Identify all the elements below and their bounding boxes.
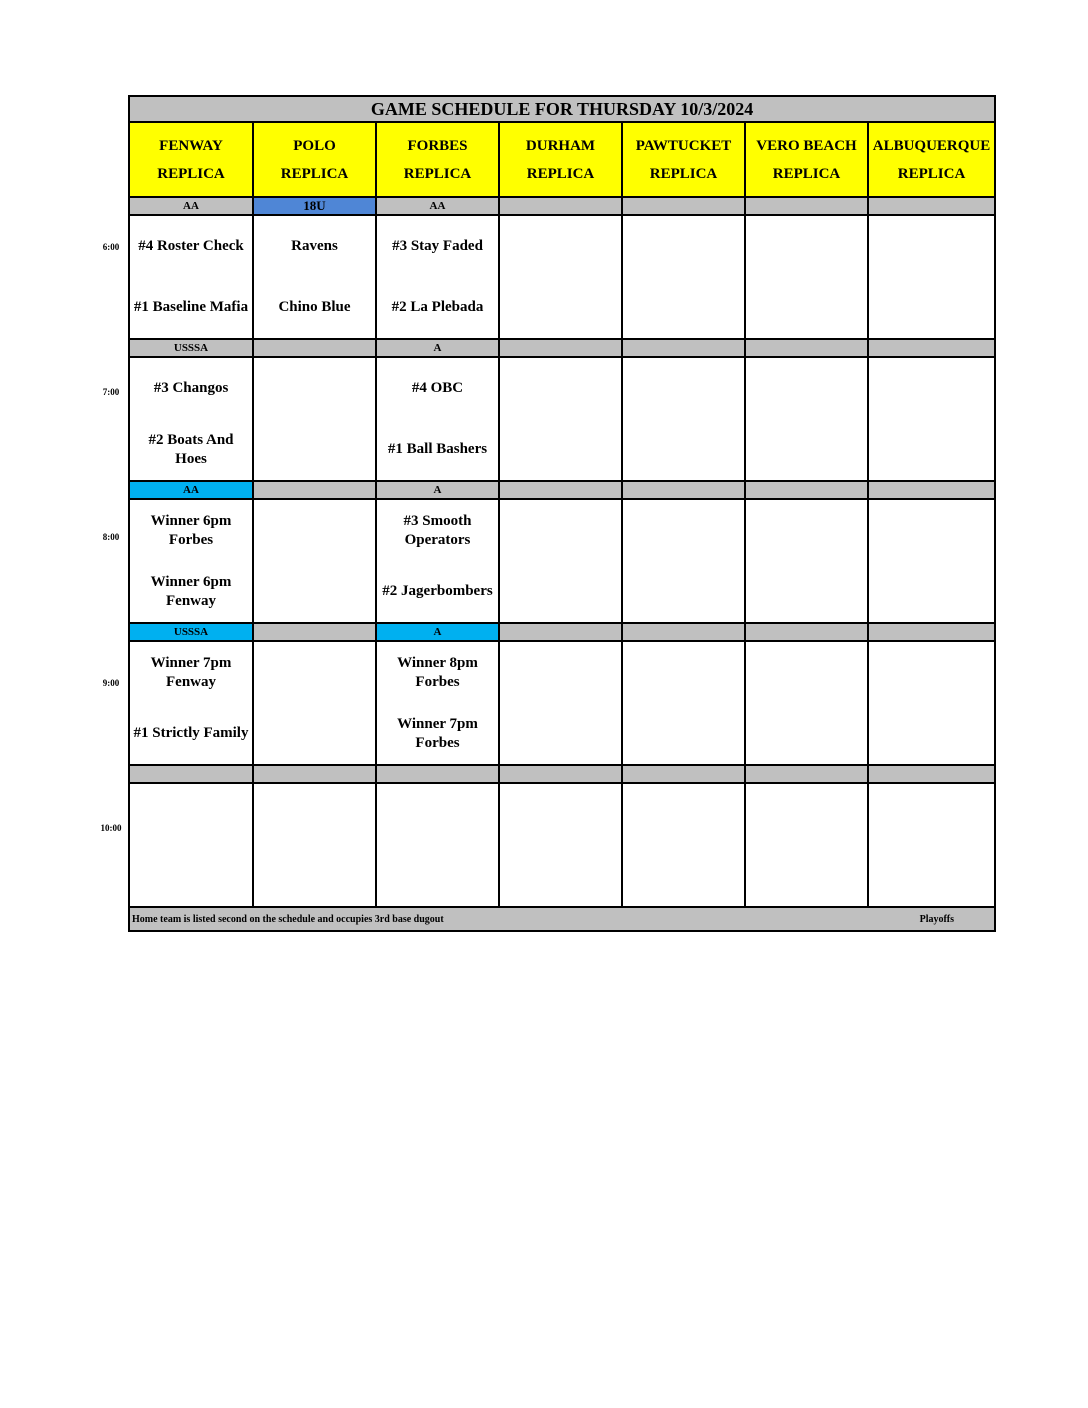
away-team (746, 642, 867, 703)
away-team (130, 784, 252, 845)
home-team (869, 703, 994, 764)
home-team (623, 845, 744, 906)
away-team (623, 216, 744, 277)
division-cell (499, 197, 622, 215)
division-cell (253, 623, 376, 641)
field-name: VERO BEACH (756, 137, 857, 154)
game-cell (129, 357, 253, 481)
game-cell (253, 783, 376, 907)
game-cell (745, 641, 868, 765)
field-header-forbes (376, 122, 499, 197)
division-row-7 (129, 339, 995, 357)
field-header-vero-beach (745, 122, 868, 197)
division-cell (622, 765, 745, 783)
away-team (746, 216, 867, 277)
schedule-title: GAME SCHEDULE FOR THURSDAY 10/3/2024 (129, 96, 995, 122)
home-team (500, 419, 621, 480)
game-cell (622, 783, 745, 907)
division-cell: A (376, 339, 499, 357)
home-team (500, 845, 621, 906)
game-cell (868, 499, 995, 623)
field-header-pawtucket (622, 122, 745, 197)
game-cell (129, 215, 253, 339)
game-cell (622, 215, 745, 339)
home-team (746, 419, 867, 480)
home-team (500, 277, 621, 338)
game-cell (745, 215, 868, 339)
field-sub: REPLICA (403, 165, 472, 182)
division-cell: USSSA (129, 339, 253, 357)
home-team (623, 419, 744, 480)
division-cell (499, 481, 622, 499)
home-team (869, 277, 994, 338)
home-team (869, 845, 994, 906)
field-sub: REPLICA (772, 165, 841, 182)
field-name: ALBUQUERQUE (872, 137, 991, 154)
home-team (746, 277, 867, 338)
home-team (130, 845, 252, 906)
footer-note: Home team is listed second on the schedule and occupies 3rd base dugout (132, 913, 444, 925)
division-cell (745, 481, 868, 499)
home-team: Winner 6pm Fenway (150, 573, 232, 609)
home-team (623, 703, 744, 764)
game-cell (376, 783, 499, 907)
away-team (746, 784, 867, 845)
schedule-table (128, 95, 996, 932)
game-cell (253, 499, 376, 623)
division-cell (745, 339, 868, 357)
game-cell (253, 215, 376, 339)
field-name: POLO (293, 137, 336, 154)
away-team: Winner 8pm Forbes (397, 654, 478, 690)
home-team: #1 Ball Bashers (387, 441, 488, 457)
home-team (254, 561, 375, 622)
home-team (500, 703, 621, 764)
away-team (623, 784, 744, 845)
game-cell (129, 499, 253, 623)
game-cell (376, 357, 499, 481)
division-cell (745, 197, 868, 215)
division-cell (253, 765, 376, 783)
away-team (500, 784, 621, 845)
away-team (869, 216, 994, 277)
time-label-9: 9:00 (102, 678, 120, 688)
division-cell (622, 339, 745, 357)
away-team: #3 Smooth Operators (403, 512, 472, 548)
game-cell (129, 783, 253, 907)
away-team (254, 784, 375, 845)
home-team (377, 845, 498, 906)
division-row-9 (129, 623, 995, 641)
game-cell (376, 215, 499, 339)
away-team (500, 500, 621, 561)
field-name: FENWAY (159, 137, 223, 154)
home-team: #2 La Plebada (391, 299, 484, 315)
division-cell (868, 765, 995, 783)
game-row-10 (129, 783, 995, 907)
field-sub: REPLICA (157, 165, 225, 182)
time-label-7: 7:00 (102, 387, 120, 397)
home-team (746, 703, 867, 764)
game-cell (868, 783, 995, 907)
division-cell (622, 481, 745, 499)
game-cell (499, 215, 622, 339)
game-cell (868, 357, 995, 481)
away-team (623, 642, 744, 703)
field-header-durham (499, 122, 622, 197)
game-cell (499, 641, 622, 765)
home-team (254, 419, 375, 480)
field-sub: REPLICA (897, 165, 966, 182)
game-cell (253, 641, 376, 765)
away-team: Ravens (291, 238, 338, 254)
division-row-10 (129, 765, 995, 783)
division-cell: AA (129, 481, 253, 499)
away-team: #4 OBC (411, 380, 464, 396)
time-label-8: 8:00 (102, 532, 120, 542)
division-cell: A (376, 623, 499, 641)
field-name: PAWTUCKET (635, 137, 732, 154)
footer-bar (129, 907, 995, 931)
away-team: #3 Changos (153, 380, 229, 396)
home-team: Chino Blue (278, 299, 351, 315)
field-sub: REPLICA (280, 165, 349, 182)
away-team (746, 358, 867, 419)
game-cell (745, 783, 868, 907)
away-team (377, 784, 498, 845)
field-sub: REPLICA (526, 165, 595, 182)
division-cell: AA (376, 197, 499, 215)
away-team (254, 500, 375, 561)
away-team (623, 358, 744, 419)
home-team (254, 703, 375, 764)
home-team: #2 Jagerbombers (382, 583, 493, 599)
game-cell (499, 783, 622, 907)
division-cell: 18U (253, 197, 376, 215)
division-cell (253, 339, 376, 357)
field-header-albuquerque (868, 122, 995, 197)
home-team (746, 845, 867, 906)
division-cell: A (376, 481, 499, 499)
field-header-fenway (129, 122, 253, 197)
home-team (869, 419, 994, 480)
away-team (869, 500, 994, 561)
division-cell (376, 765, 499, 783)
field-header-polo (253, 122, 376, 197)
home-team (500, 561, 621, 622)
division-cell (499, 623, 622, 641)
field-sub: REPLICA (649, 165, 718, 182)
away-team: Winner 6pm Forbes (150, 512, 232, 548)
division-cell: AA (129, 197, 253, 215)
home-team: #1 Strictly Family (133, 725, 249, 741)
away-team (254, 642, 375, 703)
home-team (623, 277, 744, 338)
game-row-7 (129, 357, 995, 481)
away-team (500, 358, 621, 419)
away-team (746, 500, 867, 561)
time-label-6: 6:00 (102, 242, 120, 252)
division-row-6 (129, 197, 995, 215)
division-cell (868, 623, 995, 641)
home-team: Winner 7pm Forbes (397, 715, 478, 751)
home-team (623, 561, 744, 622)
game-row-8 (129, 499, 995, 623)
division-cell (622, 623, 745, 641)
division-cell (868, 197, 995, 215)
game-cell (376, 499, 499, 623)
field-name: DURHAM (525, 137, 596, 154)
away-team (254, 358, 375, 419)
game-cell (376, 641, 499, 765)
division-cell (253, 481, 376, 499)
field-name: FORBES (407, 137, 468, 154)
home-team: #2 Boats And Hoes (148, 431, 234, 467)
away-team: #3 Stay Faded (392, 238, 483, 254)
game-cell (499, 357, 622, 481)
division-cell (499, 765, 622, 783)
division-cell (499, 339, 622, 357)
away-team (623, 500, 744, 561)
game-cell (745, 499, 868, 623)
home-team (869, 561, 994, 622)
away-team: #4 Roster Check (138, 238, 244, 254)
away-team (500, 216, 621, 277)
time-label-10: 10:00 (100, 823, 122, 833)
away-team (500, 642, 621, 703)
game-cell (129, 641, 253, 765)
division-cell (129, 765, 253, 783)
game-cell (745, 357, 868, 481)
game-cell (499, 499, 622, 623)
division-cell: USSSA (129, 623, 253, 641)
game-cell (622, 641, 745, 765)
home-team: #1 Baseline Mafia (133, 299, 249, 315)
game-cell (622, 357, 745, 481)
game-row-6 (129, 215, 995, 339)
footer-label: Playoffs (919, 913, 955, 925)
away-team (869, 784, 994, 845)
away-team (869, 642, 994, 703)
game-cell (253, 357, 376, 481)
game-row-9 (129, 641, 995, 765)
away-team: Winner 7pm Fenway (150, 654, 232, 690)
home-team (254, 845, 375, 906)
division-cell (868, 339, 995, 357)
division-cell (622, 197, 745, 215)
game-cell (868, 215, 995, 339)
division-cell (745, 623, 868, 641)
game-cell (622, 499, 745, 623)
game-cell (868, 641, 995, 765)
home-team (746, 561, 867, 622)
division-row-8 (129, 481, 995, 499)
division-cell (868, 481, 995, 499)
away-team (869, 358, 994, 419)
division-cell (745, 765, 868, 783)
